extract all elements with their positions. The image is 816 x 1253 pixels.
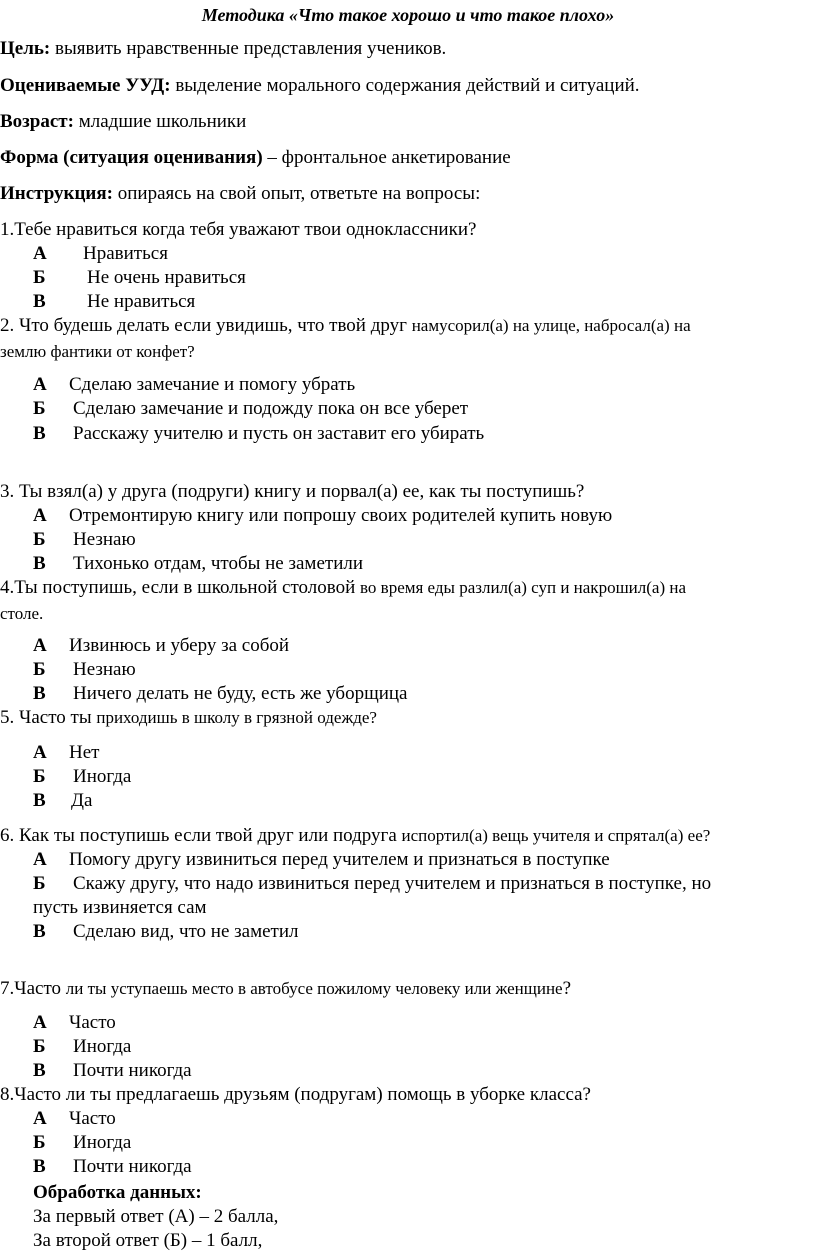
question-6-small: испортил(а) вещь учителя и спрятал(а) ее? — [401, 826, 711, 845]
page-title: Методика «Что такое хорошо и что такое плохо» — [201, 5, 615, 25]
q7-option-b — [33, 1036, 131, 1058]
option-letter: Б — [33, 659, 46, 680]
q4-option-v — [33, 683, 408, 705]
option-letter: В — [33, 1060, 46, 1081]
question-6-main: 6. Как ты поступишь если твой друг или подруга — [0, 825, 402, 846]
option-letter: А — [33, 243, 47, 264]
option-letter: Б — [33, 1036, 46, 1057]
option-letter: В — [33, 291, 46, 312]
processing-line-1: За первый ответ (А) – 2 балла, — [33, 1206, 279, 1227]
goal-text: выявить нравственные представления учеников. — [50, 38, 447, 59]
q1-option-b — [33, 267, 246, 289]
option-letter: Б — [33, 267, 46, 288]
form-text: – фронтальное анкетирование — [262, 147, 511, 168]
option-letter: А — [33, 1012, 47, 1033]
q3-option-a — [33, 505, 612, 527]
age-text: младшие школьники — [73, 111, 247, 132]
q4-option-a — [33, 635, 289, 657]
question-4-main: 4.Ты поступишь, если в школьной столовой — [0, 577, 360, 598]
question-5 — [0, 707, 377, 729]
q2-option-v — [33, 423, 484, 445]
option-letter: В — [33, 921, 46, 942]
question-7-small: ли ты уступаешь место в автобусе пожилому человеку или женщине — [65, 979, 563, 998]
option-text: Сделаю замечание и помогу убрать — [69, 374, 356, 395]
instruction-label: Инструкция: — [0, 183, 113, 204]
option-text: Почти никогда — [73, 1060, 192, 1081]
q5-option-b — [33, 766, 131, 788]
option-text: Незнаю — [73, 529, 136, 550]
option-text: Нет — [69, 742, 100, 763]
option-text: Часто — [69, 1012, 116, 1033]
goal-label: Цель: — [0, 38, 51, 59]
option-letter: А — [33, 505, 47, 526]
option-text: Иногда — [73, 766, 132, 787]
option-letter: В — [33, 553, 46, 574]
q5-option-v — [33, 790, 92, 812]
option-letter: Б — [33, 1132, 46, 1153]
question-2-main: 2. Что будешь делать если увидишь, что твой друг — [0, 315, 412, 336]
option-text: Отремонтирую книгу или попрошу своих родителей купить новую — [69, 505, 613, 526]
q3-option-v — [33, 553, 363, 575]
q4-option-b — [33, 659, 136, 681]
option-text: Почти никогда — [73, 1156, 192, 1177]
q1-option-a — [33, 243, 168, 265]
age-label: Возраст: — [0, 111, 74, 132]
option-letter: А — [33, 635, 47, 656]
question-4-cont: столе. — [0, 604, 44, 623]
option-text: Сделаю замечание и подожду пока он все уберет — [73, 398, 469, 419]
q6-option-v — [33, 921, 299, 943]
question-7-end: ? — [562, 978, 572, 999]
question-6 — [0, 825, 710, 847]
option-letter: Б — [33, 766, 46, 787]
q5-option-a — [33, 742, 99, 764]
q8-option-a — [33, 1108, 116, 1130]
uud-line — [0, 75, 640, 97]
option-text: Тихонько отдам, чтобы не заметили — [73, 553, 364, 574]
option-text: Сделаю вид, что не заметил — [73, 921, 299, 942]
option-letter: В — [33, 790, 46, 811]
q6-option-b — [33, 873, 711, 895]
option-text: Незнаю — [73, 659, 136, 680]
q3-option-b — [33, 529, 136, 551]
question-4 — [0, 577, 686, 599]
form-line — [0, 147, 511, 169]
q2-option-a — [33, 374, 355, 396]
age-line — [0, 111, 246, 133]
option-text: Иногда — [73, 1036, 132, 1057]
option-text: Часто — [69, 1108, 116, 1129]
question-4-small: во время еды разлил(а) суп и накрошил(а) на — [360, 578, 686, 597]
q7-option-v — [33, 1060, 192, 1082]
option-text: Иногда — [73, 1132, 132, 1153]
question-2-cont: землю фантики от конфет? — [0, 342, 195, 361]
question-1: 1.Тебе нравиться когда тебя уважают твои одноклассники? — [0, 219, 477, 240]
instruction-line — [0, 183, 480, 205]
form-label: Форма (ситуация оценивания) — [0, 147, 263, 168]
option-text: Да — [71, 790, 93, 811]
processing-heading: Обработка данных: — [33, 1182, 202, 1203]
question-7 — [0, 978, 571, 1000]
question-2 — [0, 315, 691, 337]
processing-line-2: За второй ответ (Б) – 1 балл, — [33, 1230, 263, 1251]
goal-line — [0, 38, 446, 60]
option-letter: А — [33, 374, 47, 395]
q8-option-b — [33, 1132, 131, 1154]
option-letter: Б — [33, 873, 46, 894]
question-5-small: приходишь в школу в грязной одежде? — [96, 708, 377, 727]
question-3: 3. Ты взял(а) у друга (подруги) книгу и порвал(а) ее, как ты поступишь? — [0, 481, 585, 502]
question-7-main: 7.Часто — [0, 978, 66, 999]
option-text: Помогу другу извиниться перед учителем и признаться в поступке — [69, 849, 610, 870]
uud-label: Оцениваемые УУД: — [0, 75, 171, 96]
q8-option-v — [33, 1156, 192, 1178]
option-text: Нравиться — [83, 243, 168, 264]
option-letter: А — [33, 849, 47, 870]
option-text: Ничего делать не буду, есть же уборщица — [73, 683, 408, 704]
option-text: Извинюсь и уберу за собой — [69, 635, 290, 656]
q1-option-v — [33, 291, 195, 313]
option-letter: Б — [33, 398, 46, 419]
q2-option-b — [33, 398, 468, 420]
q6-option-a — [33, 849, 610, 871]
option-letter: В — [33, 1156, 46, 1177]
option-letter: Б — [33, 529, 46, 550]
question-8: 8.Часто ли ты предлагаешь друзьям (подругам) помощь в уборке класса? — [0, 1084, 591, 1105]
option-letter: В — [33, 683, 46, 704]
option-text: Не нравиться — [87, 291, 196, 312]
option-letter: В — [33, 423, 46, 444]
option-text: Скажу другу, что надо извиниться перед учителем и признаться в поступке, но — [73, 873, 712, 894]
question-2-small: намусорил(а) на улице, набросал(а) на — [411, 316, 691, 335]
uud-text: выделение морального содержания действий и ситуаций. — [170, 75, 640, 96]
option-text: Расскажу учителю и пусть он заставит его убирать — [73, 423, 485, 444]
q6-option-b-cont: пусть извиняется сам — [33, 897, 207, 918]
option-text: Не очень нравиться — [87, 267, 246, 288]
instruction-text: опираясь на свой опыт, ответьте на вопросы: — [113, 183, 481, 204]
question-5-main: 5. Часто ты — [0, 707, 97, 728]
option-letter: А — [33, 742, 47, 763]
q7-option-a — [33, 1012, 116, 1034]
option-letter: А — [33, 1108, 47, 1129]
